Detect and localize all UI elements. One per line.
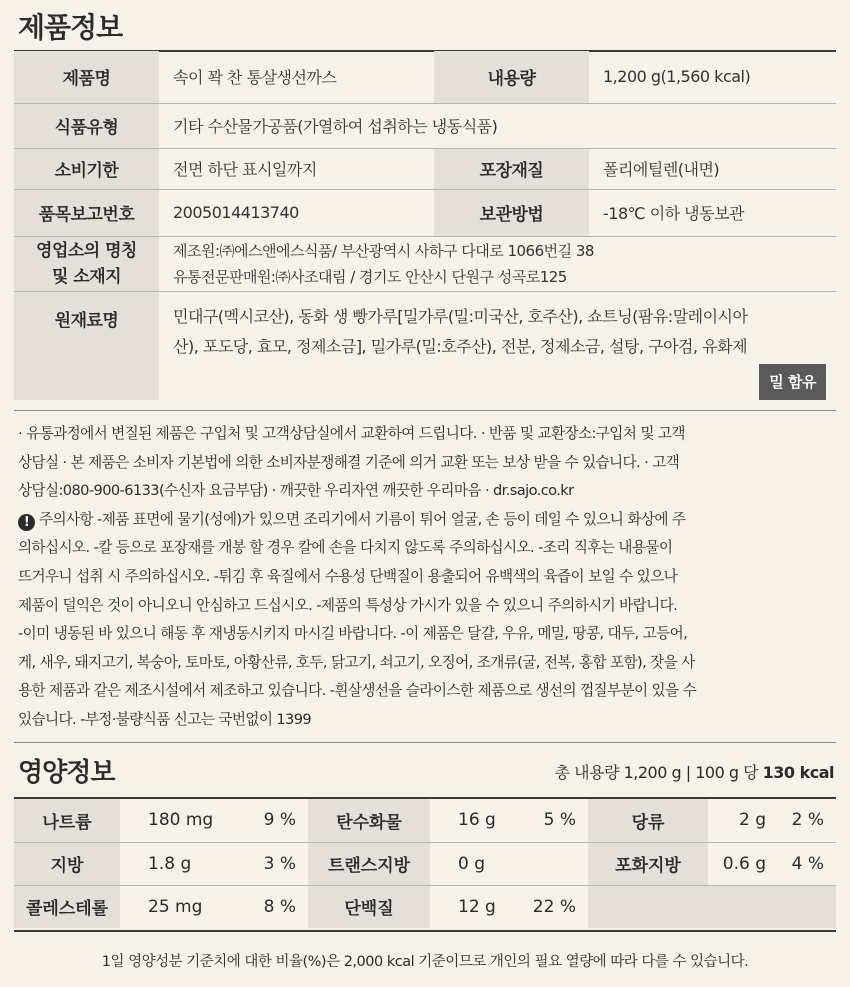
nutrition-bottom-rule bbox=[14, 930, 836, 932]
food-type-value: 기타 수산물가공품(가열하여 섭취하는 냉동식품) bbox=[159, 103, 836, 148]
nutrient-label: 지방 bbox=[14, 842, 120, 885]
nutrient-percent: 3 % bbox=[228, 842, 308, 885]
nutrient-label: 콜레스테롤 bbox=[14, 885, 120, 928]
storage-value: -18℃ 이하 냉동보관 bbox=[589, 189, 836, 236]
notes-line: 상담실:080-900-6133(수신자 요금부담) · 깨끗한 우리자연 깨끗한 우리마음 · dr.sajo.co.kr bbox=[18, 482, 574, 500]
notes-line: 게, 새우, 돼지고기, 복숭아, 토마토, 아황산류, 호두, 닭고기, 쇠고기, 오징어, 조개류(굴, 전복, 홍합 포함), 잣을 사 bbox=[18, 653, 695, 671]
table-row bbox=[14, 799, 836, 842]
business-value bbox=[159, 236, 836, 291]
notes-line: 주의사항 -제품 표면에 물기(성에)가 있으면 조리기에서 기름이 튀어 얼굴, 손 등이 데일 수 있으니 화상에 주 bbox=[39, 510, 686, 528]
ingredients-label: 원재료명 bbox=[14, 291, 159, 400]
report-number-label: 품목보고번호 bbox=[14, 189, 159, 236]
product-name-value: 속이 꽉 찬 통살생선까스 bbox=[159, 51, 434, 103]
info-bottom-rule bbox=[14, 410, 836, 411]
nutrient-amount: 180 mg bbox=[120, 799, 228, 842]
nutrition-total bbox=[555, 760, 834, 783]
nutrient-percent: 22 % bbox=[532, 896, 576, 917]
manufacturer-line: 제조원:㈜에스앤에스식품/ 부산광역시 사하구 다대로 1066번길 38 bbox=[173, 241, 594, 260]
nutrient-label: 탄수화물 bbox=[308, 799, 430, 842]
notes-bottom-rule bbox=[14, 742, 836, 743]
notes-line: 제품이 덜익은 것이 아니오니 안심하고 드십시오. -제품의 특성상 가시가 있을 수 있으니 주의하시기 바랍니다. bbox=[18, 596, 678, 614]
table-row bbox=[14, 103, 836, 148]
nutrient-label: 포화지방 bbox=[588, 842, 708, 885]
expiry-value: 전면 하단 표시일까지 bbox=[159, 148, 434, 189]
table-row bbox=[14, 189, 836, 236]
nutrient-percent: 5 % bbox=[518, 799, 588, 842]
nutrient-amount: 12 g bbox=[458, 896, 496, 917]
nutrient-label: 당류 bbox=[588, 799, 708, 842]
volume-value: 1,200 g(1,560 kcal) bbox=[589, 51, 836, 103]
notes-line: · 유통과정에서 변질된 제품은 구입처 및 고객상담실에서 교환하여 드립니다. · 반품 및 교환장소:구입처 및 고객 bbox=[18, 425, 685, 442]
ingredients-line-2: 산), 포도당, 효모, 정제소금], 밀가루(밀:호주산), 전분, 정제소금, 설탕, 구아검, 유화제 bbox=[173, 336, 748, 356]
business-label-line-2: 및 소재지 bbox=[51, 266, 122, 287]
nutrient-amount: 16 g bbox=[430, 799, 518, 842]
food-type-label: 식품유형 bbox=[14, 103, 159, 148]
nutrition-footnote: 1일 영양성분 기준치에 대한 비율(%)은 2,000 kcal 기준이므로 개인의 필요 열량에 따라 다를 수 있습니다. bbox=[101, 954, 749, 970]
nutrient-percent: 9 % bbox=[228, 799, 308, 842]
product-info-title: 제품정보 bbox=[18, 11, 123, 44]
business-label bbox=[14, 236, 159, 291]
nutrition-total-prefix: 총 내용량 1,200 g | 100 g 당 bbox=[554, 763, 763, 782]
report-number-value: 2005014413740 bbox=[159, 189, 434, 236]
business-label-line-1: 영업소의 명칭 bbox=[36, 240, 137, 261]
notes-block bbox=[18, 420, 833, 735]
notes-line: 의하십시오. -칼 등으로 포장재를 개봉 할 경우 칼에 손을 다치지 않도록 주의하십시오. -조리 직후는 내용물이 bbox=[18, 539, 673, 557]
expiry-label: 소비기한 bbox=[14, 148, 159, 189]
nutrient-amount: 0.6 g bbox=[708, 842, 778, 885]
nutrient-percent: 4 % bbox=[778, 842, 836, 885]
volume-label: 내용량 bbox=[434, 51, 589, 103]
notes-line: 용한 제품과 같은 제조시설에서 제조하고 있습니다. -흰살생선을 슬라이스한 제품으로 생선의 껍질부분이 있을 수 bbox=[18, 682, 697, 700]
product-name-label: 제품명 bbox=[14, 51, 159, 103]
table-row bbox=[14, 236, 836, 291]
table-row bbox=[14, 885, 836, 928]
nutrient-percent: 8 % bbox=[263, 896, 296, 917]
allergen-badge: 밀 함유 bbox=[759, 364, 826, 400]
caution-line bbox=[18, 506, 833, 535]
distributor-line: 유통전문판매원:㈜사조대림 / 경기도 안산시 단원구 성곡로125 bbox=[173, 267, 567, 286]
table-row bbox=[14, 291, 836, 400]
packaging-value: 폴리에틸렌(내면) bbox=[589, 148, 836, 189]
nutrient-label: 단백질 bbox=[308, 885, 430, 928]
packaging-label: 포장재질 bbox=[434, 148, 589, 189]
table-row bbox=[14, 51, 836, 103]
notes-line: 뜨거우니 섭취 시 주의하십시오. -튀김 후 육질에서 수용성 단백질이 용출되어 유백색의 육즙이 보일 수 있으나 bbox=[18, 567, 678, 585]
nutrient-label: 트랜스지방 bbox=[308, 842, 430, 885]
nutrient-amount: 25 mg bbox=[148, 896, 203, 917]
table-row bbox=[14, 842, 836, 885]
ingredients-line-1: 민대구(멕시코산), 동화 생 빵가루[밀가루(밀:미국산, 호주산), 쇼트닝(팜유:말레이시아 bbox=[173, 306, 748, 326]
nutrient-percent bbox=[518, 842, 588, 885]
notes-line: -이미 냉동된 바 있으니 해동 후 재냉동시키지 마시길 바랍니다. -이 제품은 달걀, 우유, 메밀, 땅콩, 대두, 고등어, bbox=[18, 625, 688, 643]
nutrient-label: 나트륨 bbox=[14, 799, 120, 842]
nutrition-table bbox=[14, 799, 836, 928]
nutrient-percent: 2 % bbox=[778, 799, 836, 842]
table-row bbox=[14, 148, 836, 189]
notes-line: 있습니다. -부정·불량식품 신고는 국번없이 1399 bbox=[18, 710, 312, 728]
nutrient-amount: 1.8 g bbox=[120, 842, 228, 885]
nutrient-amount: 2 g bbox=[708, 799, 778, 842]
nutrient-amount: 0 g bbox=[430, 842, 518, 885]
ingredients-value bbox=[159, 291, 836, 400]
product-info-table bbox=[14, 51, 836, 400]
warning-icon: ! bbox=[18, 514, 35, 531]
notes-line: 상담실 · 본 제품은 소비자 기본법에 의한 소비자분쟁해결 기준에 의거 교환 또는 보상 받을 수 있습니다. · 고객 bbox=[18, 453, 680, 471]
empty-cell bbox=[588, 885, 836, 928]
nutrition-total-kcal: 130 kcal bbox=[762, 763, 834, 782]
nutrition-title: 영양정보 bbox=[18, 758, 115, 788]
storage-label: 보관방법 bbox=[434, 189, 589, 236]
